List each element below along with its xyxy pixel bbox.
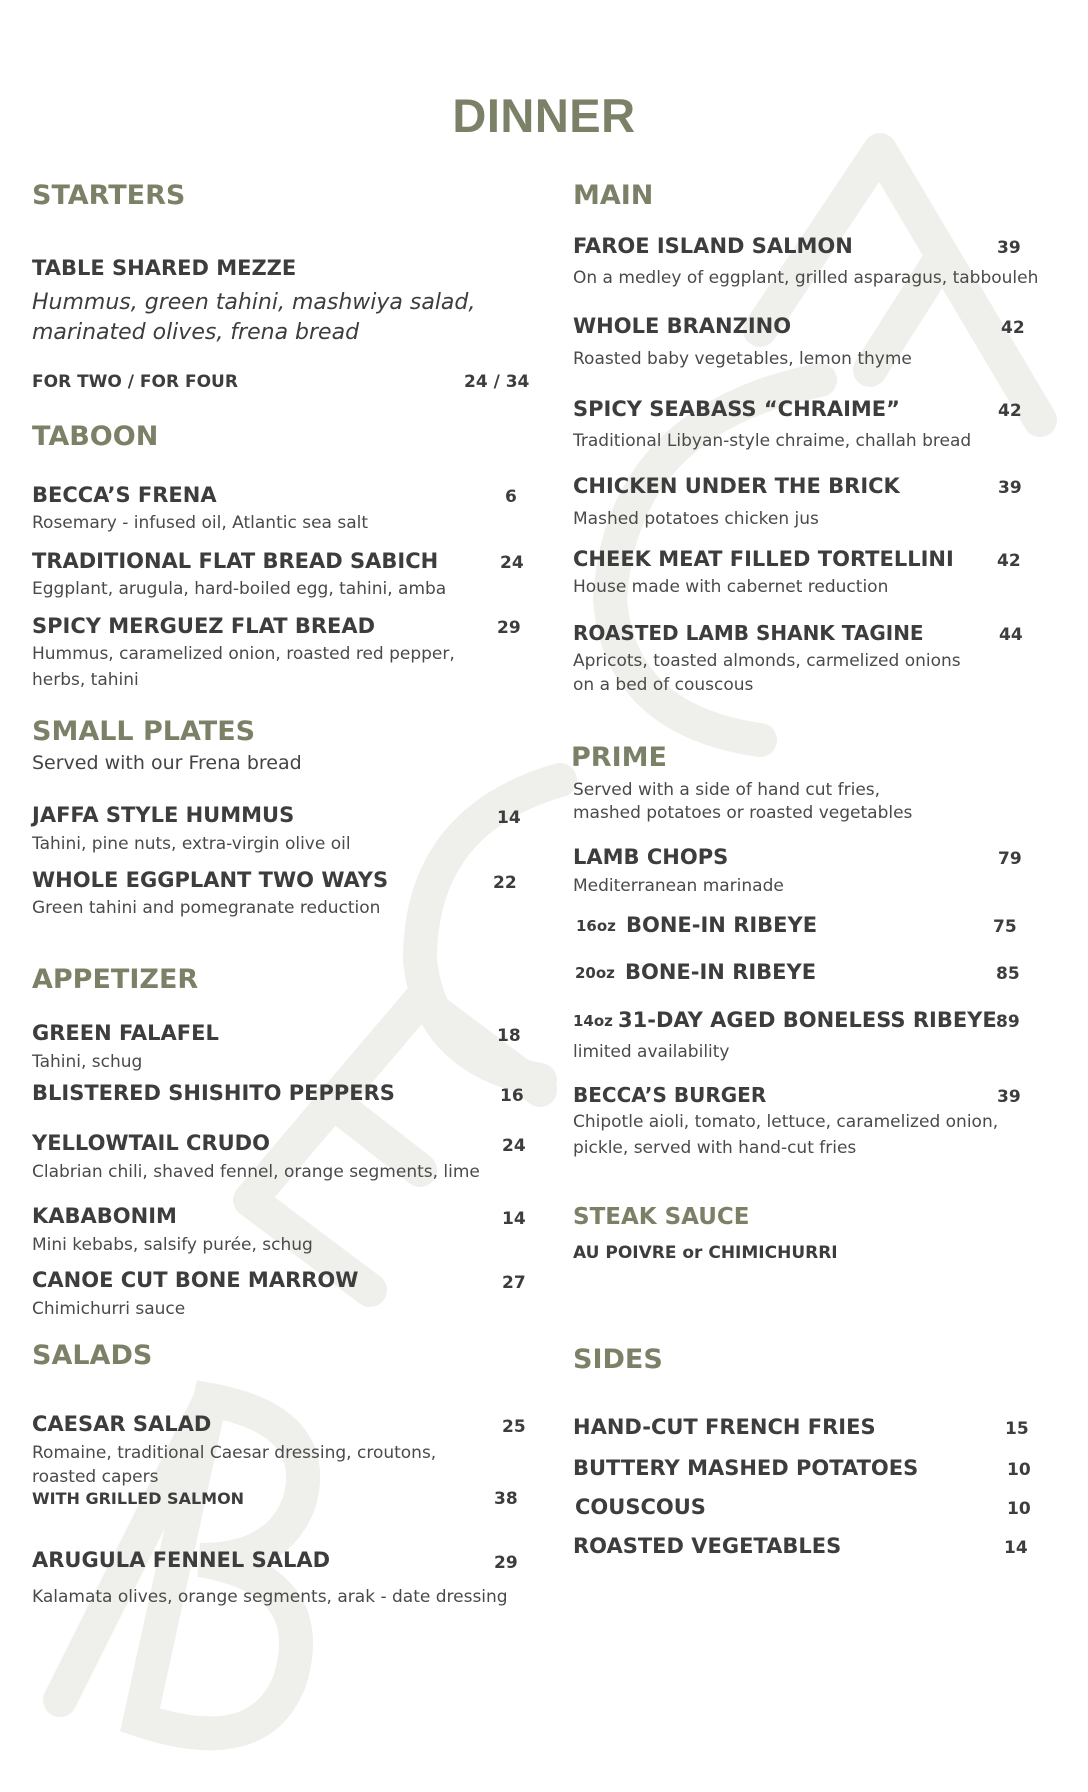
section-heading-main: MAIN	[573, 180, 654, 211]
item-desc: Mini kebabs, salsify purée, schug	[32, 1235, 313, 1255]
item-price: 79	[998, 849, 1022, 869]
section-heading-small-plates: SMALL PLATES	[32, 716, 256, 747]
section-heading-salads: SALADS	[32, 1340, 153, 1371]
section-subtitle-prime-1: Served with a side of hand cut fries,	[573, 780, 881, 800]
item-price: 10	[1007, 1460, 1031, 1480]
item-name: WHOLE EGGPLANT TWO WAYS	[32, 868, 389, 892]
item-name: TRADITIONAL FLAT BREAD SABICH	[32, 549, 439, 573]
item-addon-price: 38	[494, 1489, 518, 1509]
item-name: BUTTERY MASHED POTATOES	[573, 1456, 919, 1480]
item-price: 39	[998, 478, 1022, 498]
item-desc-line2: herbs, tahini	[32, 670, 139, 690]
item-price: 89	[996, 1012, 1020, 1032]
item-desc: Roasted baby vegetables, lemon thyme	[573, 349, 912, 369]
item-price: 29	[497, 618, 521, 638]
item-price: 16	[500, 1086, 524, 1106]
item-price: 22	[493, 873, 517, 893]
item-name: CHEEK MEAT FILLED TORTELLINI	[573, 547, 954, 571]
item-name: CANOE CUT BONE MARROW	[32, 1268, 359, 1292]
item-desc: limited availability	[573, 1042, 730, 1062]
item-weight: 14oz	[573, 1012, 613, 1030]
steak-sauce-options: AU POIVRE or CHIMICHURRI	[573, 1243, 838, 1263]
item-name: CHICKEN UNDER THE BRICK	[573, 474, 900, 498]
item-name: HAND-CUT FRENCH FRIES	[573, 1415, 876, 1439]
item-desc: Apricots, toasted almonds, carmelized onions	[573, 651, 961, 671]
section-heading-taboon: TABOON	[32, 421, 159, 452]
item-desc-mezze-1: Hummus, green tahini, mashwiya salad,	[32, 290, 476, 315]
item-name: KABABONIM	[32, 1204, 177, 1228]
item-name: COUSCOUS	[575, 1495, 706, 1519]
item-name: BLISTERED SHISHITO PEPPERS	[32, 1081, 395, 1105]
item-price: 29	[494, 1553, 518, 1573]
item-desc-line2: on a bed of couscous	[573, 675, 754, 695]
item-name: WHOLE BRANZINO	[573, 314, 792, 338]
item-price: 14	[1004, 1538, 1028, 1558]
item-name-ribeye-16: BONE-IN RIBEYE	[626, 913, 818, 937]
item-name: FAROE ISLAND SALMON	[573, 234, 853, 258]
item-desc: Chipotle aioli, tomato, lettuce, caramelized onion,	[573, 1112, 999, 1132]
item-desc: Mediterranean marinade	[573, 876, 784, 896]
item-name: ARUGULA FENNEL SALAD	[32, 1548, 331, 1572]
item-price: 42	[997, 551, 1021, 571]
item-price: 25	[502, 1417, 526, 1437]
item-price: 24	[502, 1136, 526, 1156]
item-name: ROASTED VEGETABLES	[573, 1534, 842, 1558]
item-name-aged-ribeye: 31-DAY AGED BONELESS RIBEYE	[618, 1008, 997, 1032]
item-weight: 20oz	[575, 964, 615, 982]
page-title: DINNER	[452, 89, 636, 142]
item-option-mezze: FOR TWO / FOR FOUR	[32, 372, 238, 392]
item-desc: Hummus, caramelized onion, roasted red pepper,	[32, 644, 455, 664]
item-name: JAFFA STYLE HUMMUS	[32, 803, 295, 827]
item-desc: Traditional Libyan-style chraime, challah bread	[573, 431, 972, 451]
item-desc: Rosemary - infused oil, Atlantic sea salt	[32, 513, 369, 533]
item-name-lamb-chops: LAMB CHOPS	[573, 845, 729, 869]
item-price: 24	[500, 553, 524, 573]
section-subtitle-prime-2: mashed potatoes or roasted vegetables	[573, 803, 913, 823]
item-desc: Tahini, schug	[32, 1052, 143, 1072]
item-desc: House made with cabernet reduction	[573, 577, 889, 597]
item-price: 44	[999, 625, 1023, 645]
item-desc-line2: roasted capers	[32, 1467, 159, 1487]
section-subtitle-small-plates: Served with our Frena bread	[32, 752, 302, 774]
section-heading-sides: SIDES	[573, 1344, 663, 1375]
item-name: GREEN FALAFEL	[32, 1021, 219, 1045]
item-desc: Eggplant, arugula, hard-boiled egg, tahini, amba	[32, 579, 447, 599]
section-heading-prime: PRIME	[571, 742, 667, 773]
item-price: 85	[996, 964, 1020, 984]
item-desc: Romaine, traditional Caesar dressing, croutons,	[32, 1443, 437, 1463]
item-price: 14	[502, 1209, 526, 1229]
item-name: SPICY MERGUEZ FLAT BREAD	[32, 614, 376, 638]
item-price-mezze: 24 / 34	[464, 372, 530, 392]
item-desc-line2: pickle, served with hand-cut fries	[573, 1138, 857, 1158]
item-desc: Tahini, pine nuts, extra-virgin olive oil	[32, 834, 351, 854]
item-desc: Kalamata olives, orange segments, arak - date dressing	[32, 1587, 508, 1607]
item-price: 42	[998, 401, 1022, 421]
item-name: CAESAR SALAD	[32, 1412, 212, 1436]
item-name: YELLOWTAIL CRUDO	[32, 1131, 270, 1155]
item-weight: 16oz	[576, 917, 616, 935]
item-desc: Clabrian chili, shaved fennel, orange segments, lime	[32, 1162, 480, 1182]
item-desc-mezze-2: marinated olives, frena bread	[32, 320, 360, 345]
item-price: 10	[1007, 1499, 1031, 1519]
item-name: BECCA’S FRENA	[32, 483, 217, 507]
item-price: 75	[993, 917, 1017, 937]
item-desc: On a medley of eggplant, grilled asparagus, tabbouleh	[573, 268, 1039, 288]
section-heading-starters: STARTERS	[32, 180, 186, 211]
item-price: 15	[1005, 1419, 1029, 1439]
section-heading-appetizer: APPETIZER	[32, 964, 199, 995]
item-desc: Chimichurri sauce	[32, 1299, 186, 1319]
section-heading-steak-sauce: STEAK SAUCE	[573, 1204, 750, 1230]
item-name-table-shared-mezze: TABLE SHARED MEZZE	[32, 256, 297, 280]
item-addon: WITH GRILLED SALMON	[32, 1489, 245, 1508]
item-price: 39	[997, 1087, 1021, 1107]
item-desc: Mashed potatoes chicken jus	[573, 509, 819, 529]
item-price: 27	[502, 1273, 526, 1293]
item-price: 14	[497, 808, 521, 828]
item-desc: Green tahini and pomegranate reduction	[32, 898, 381, 918]
item-price: 39	[997, 238, 1021, 258]
item-name: ROASTED LAMB SHANK TAGINE	[573, 621, 924, 645]
item-price: 42	[1001, 318, 1025, 338]
item-name: SPICY SEABASS “CHRAIME”	[573, 397, 900, 421]
item-name-ribeye-20: BONE-IN RIBEYE	[625, 960, 817, 984]
item-price: 18	[497, 1026, 521, 1046]
item-name-beccas-burger: BECCA’S BURGER	[573, 1083, 767, 1107]
item-price: 6	[505, 487, 517, 507]
